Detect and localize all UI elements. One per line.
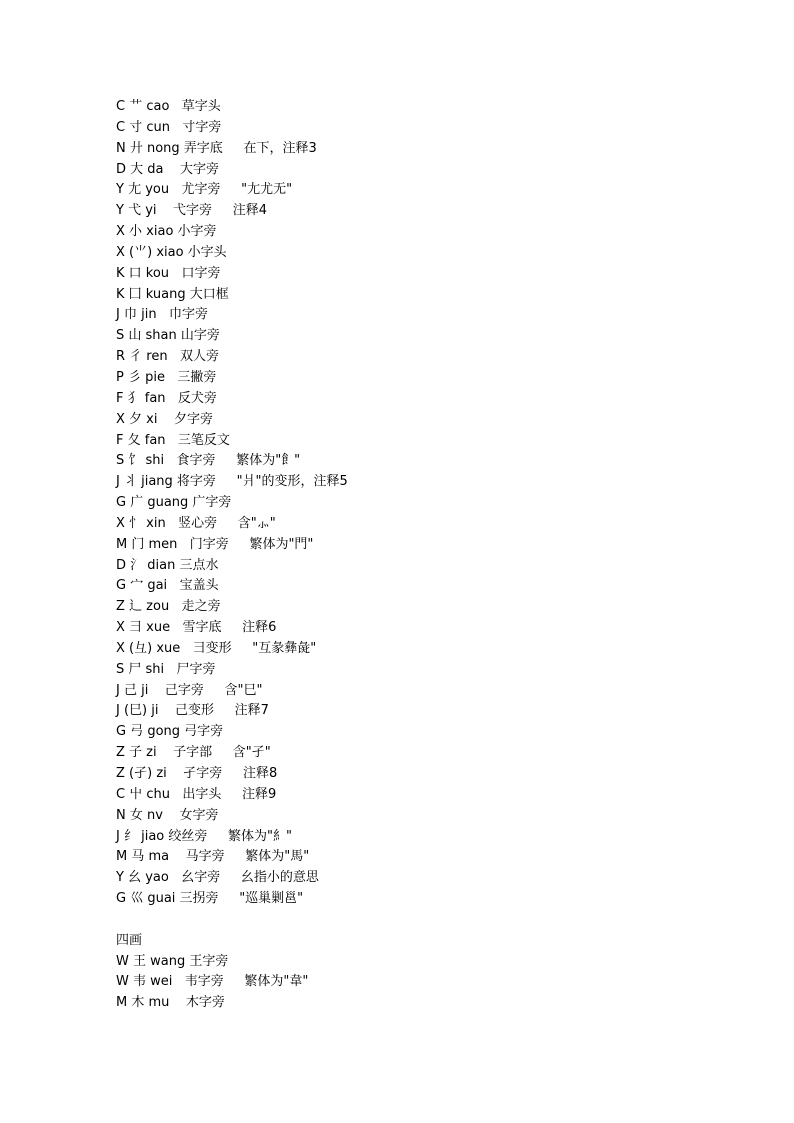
list-item: F 夂 fan 三笔反文 <box>116 432 230 448</box>
list-item: N 廾 nong 弄字底 在下，注释3 <box>116 140 317 156</box>
list-item: Z 辶 zou 走之旁 <box>116 599 221 615</box>
list-item: G 巛 guai 三拐旁 "巡巢剿邕" <box>116 891 304 907</box>
list-item: G 弓 gong 弓字旁 <box>116 724 224 740</box>
list-item: W 韦 wei 韦字旁 繁体为"韋" <box>116 974 309 990</box>
list-item: M 门 men 门字旁 繁体为"門" <box>116 536 314 552</box>
list-item: S 山 shan 山字旁 <box>116 328 220 344</box>
list-item: J 纟 jiao 绞丝旁 繁体为"糹" <box>116 828 292 844</box>
list-item: C 屮 chu 出字头 注释9 <box>116 786 277 802</box>
list-item: X 忄 xin 竖心旁 含"⺗" <box>116 515 276 531</box>
list-item: D 氵 dian 三点水 <box>116 557 219 573</box>
list-item: J 己 ji 己字旁 含"巳" <box>116 682 263 698</box>
list-item: X (彑) xue 彐变形 "互彖彝彘" <box>116 640 317 656</box>
radical-list <box>116 97 348 1014</box>
list-item: S 饣 shi 食字旁 繁体为"飠" <box>116 453 301 469</box>
list-item: Y 尢 you 尤字旁 "尢尤无" <box>116 182 293 198</box>
list-item: 四画 <box>116 932 143 948</box>
list-item: C 寸 cun 寸字旁 <box>116 119 222 135</box>
list-item: K 口 kou 口字旁 <box>116 265 221 281</box>
list-item: M 马 ma 马字旁 繁体为"馬" <box>116 849 310 865</box>
list-item: N 女 nv 女字旁 <box>116 807 219 823</box>
list-item: J (巳) ji 己变形 注释7 <box>116 703 269 719</box>
list-item: X (⺌) xiao 小字头 <box>116 244 227 260</box>
list-item: Y 弋 yi 弋字旁 注释4 <box>116 203 267 219</box>
list-item: J 巾 jin 巾字旁 <box>116 307 208 323</box>
list-item: R 彳 ren 双人旁 <box>116 349 219 365</box>
list-item: C 艹 cao 草字头 <box>116 99 221 114</box>
list-item: X 彐 xue 雪字底 注释6 <box>116 620 277 636</box>
list-item: X 小 xiao 小字旁 <box>116 224 217 240</box>
list-item: K 囗 kuang 大口框 <box>116 286 229 302</box>
list-item: G 宀 gai 宝盖头 <box>116 578 219 594</box>
list-item: S 尸 shi 尸字旁 <box>116 661 216 677</box>
list-item: G 广 guang 广字旁 <box>116 495 232 511</box>
list-item: Y 幺 yao 幺字旁 幺指小的意思 <box>116 870 319 886</box>
list-item: D 大 da 大字旁 <box>116 161 220 177</box>
list-item: P 彡 pie 三撇旁 <box>116 369 217 385</box>
blank-line <box>116 910 348 931</box>
list-item: M 木 mu 木字旁 <box>116 995 225 1011</box>
list-item: J 丬 jiang 将字旁 "爿"的变形，注释5 <box>116 474 348 490</box>
list-item: Z 子 zi 子字部 含"孑" <box>116 745 271 761</box>
list-item: W 王 wang 王字旁 <box>116 953 229 969</box>
list-item: X 夕 xi 夕字旁 <box>116 411 214 427</box>
list-item: F 犭 fan 反犬旁 <box>116 390 217 406</box>
list-item: Z (孑) zi 孑字旁 注释8 <box>116 766 278 781</box>
